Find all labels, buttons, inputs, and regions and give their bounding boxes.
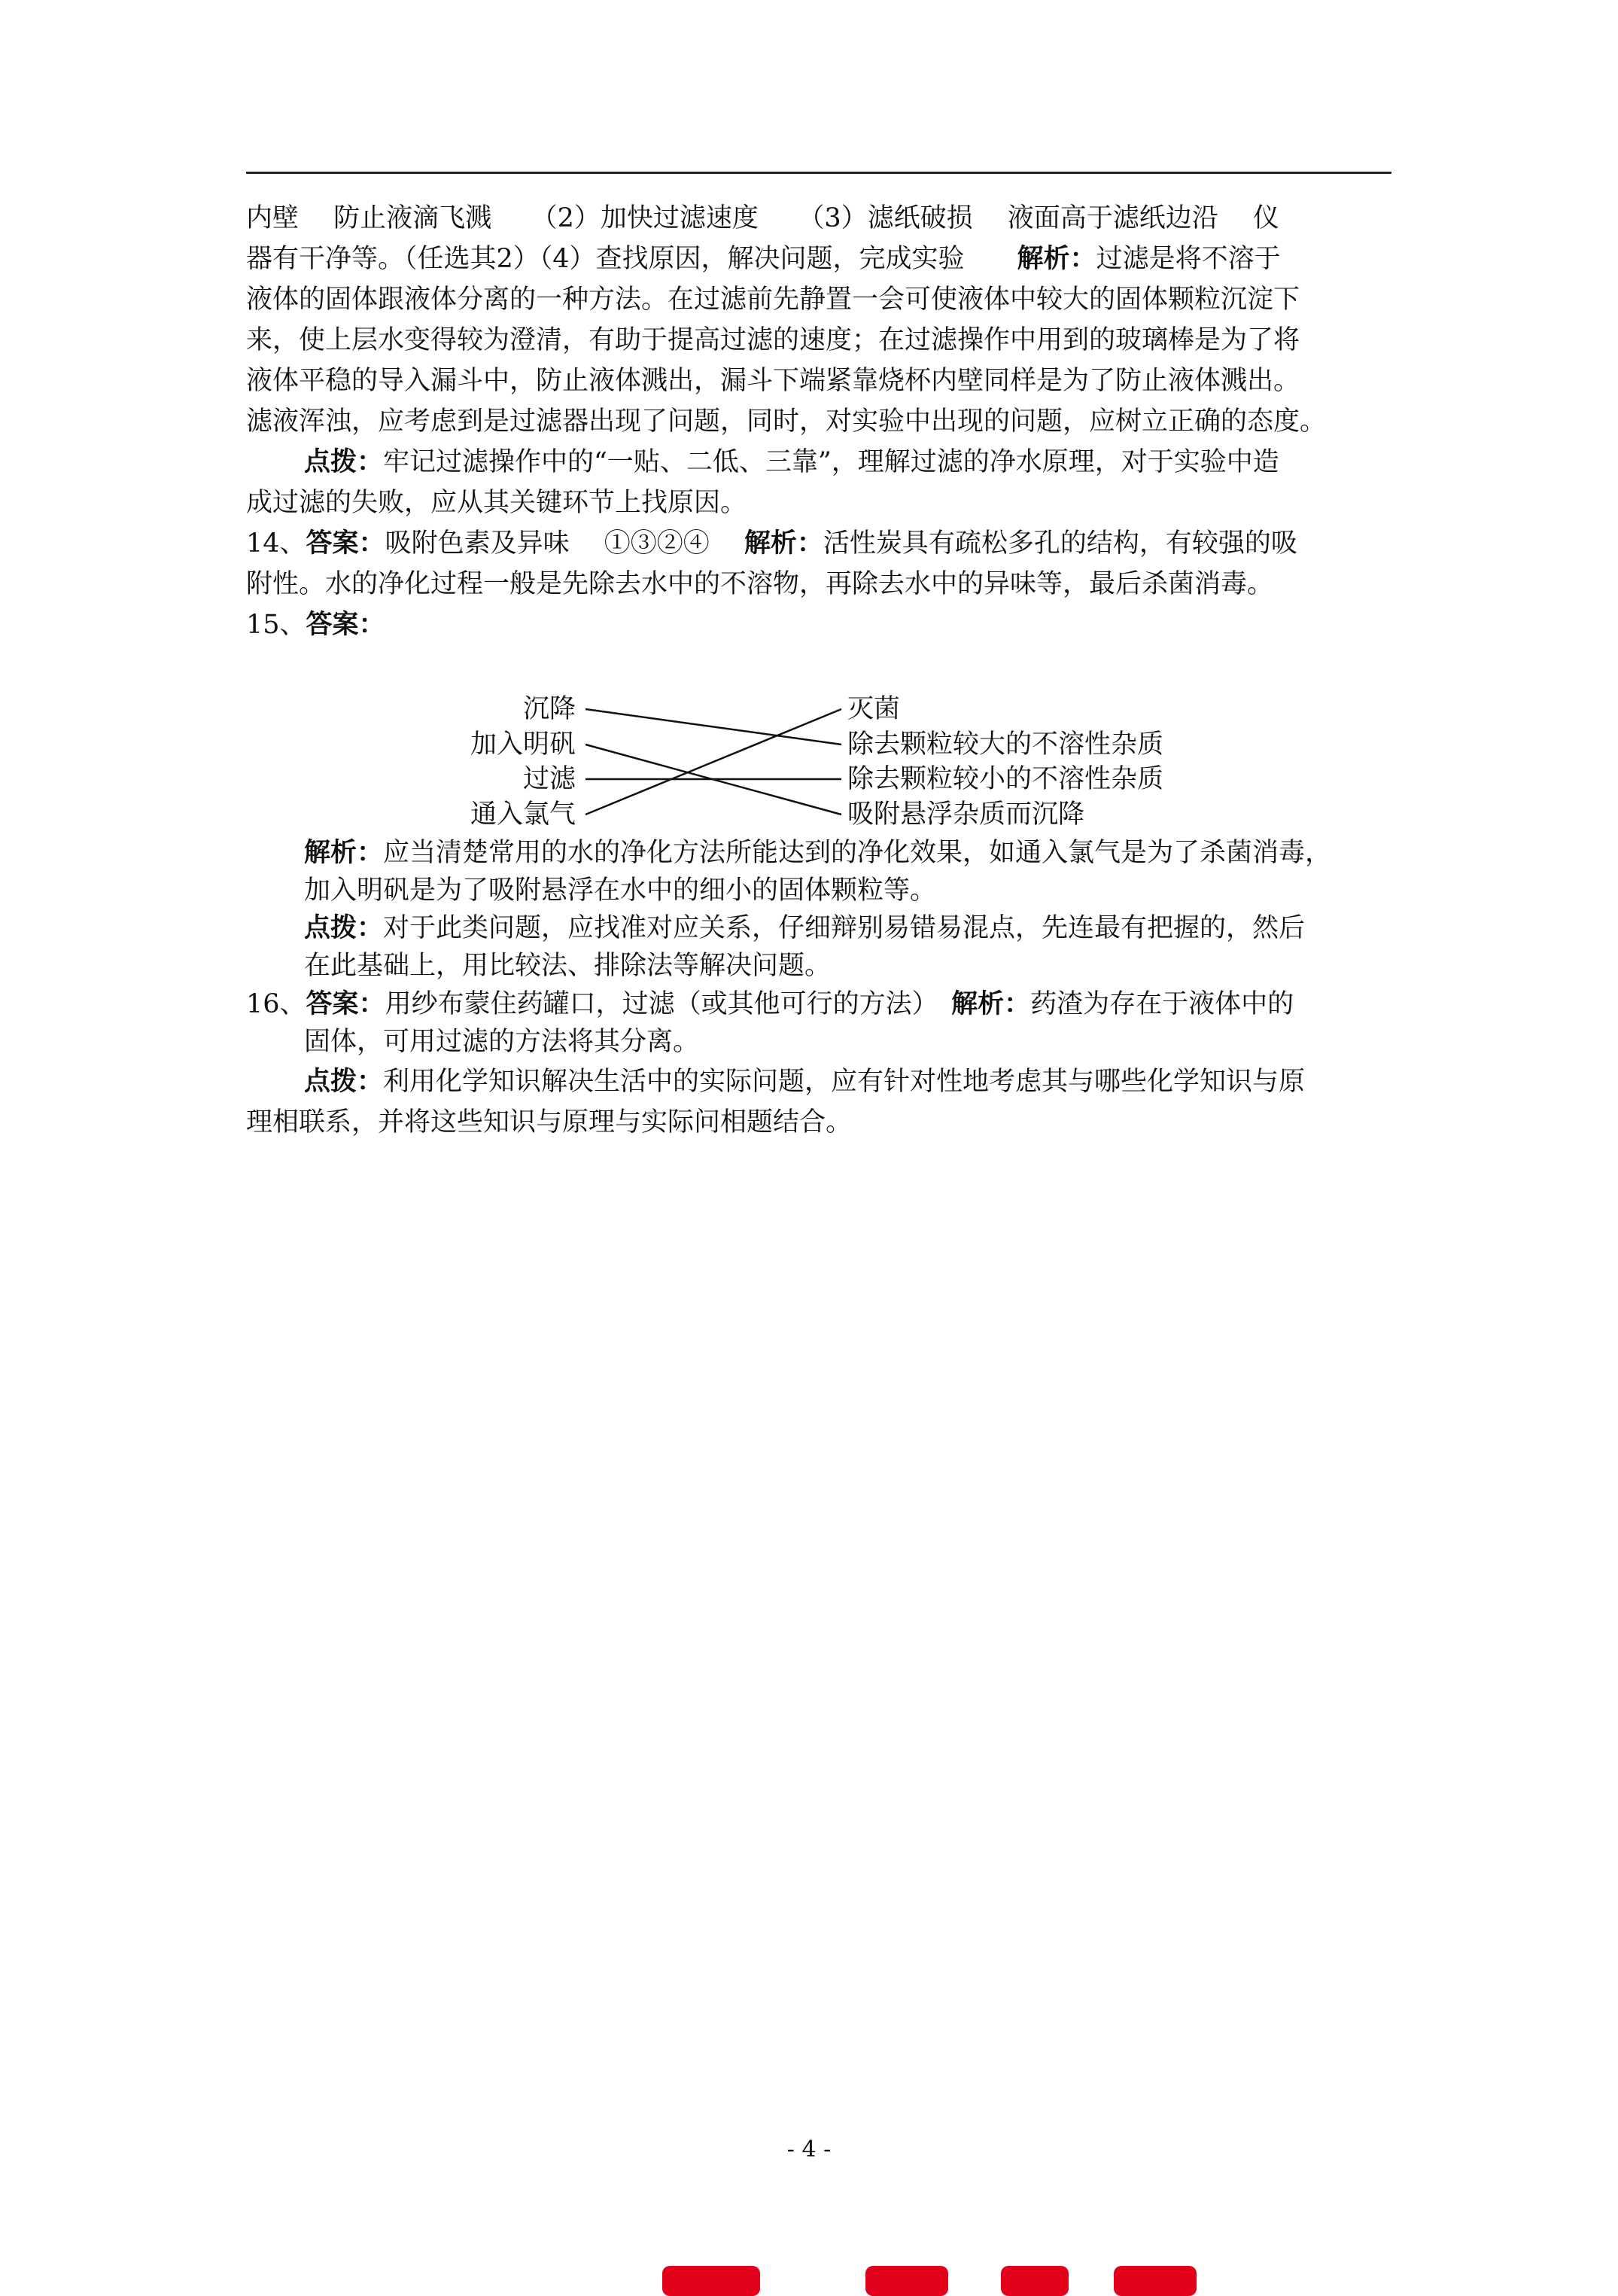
matching-right-item: 灭菌 bbox=[847, 694, 901, 724]
q15-tip-line-2: 在此基础上，用比较法、排除法等解决问题。 bbox=[304, 951, 832, 981]
analysis-label: 解析： bbox=[1017, 243, 1096, 274]
q16-line-2: 固体，可用过滤的方法将其分离。 bbox=[304, 1027, 700, 1057]
bottom-banner-fragment bbox=[662, 2266, 760, 2296]
answer-label: 答案： bbox=[306, 528, 385, 559]
text-line-4: 来，使上层水变得较为澄清，有助于提高过滤的速度；在过滤操作中用到的玻璃棒是为了将 bbox=[246, 325, 1300, 355]
text-line-7: 点拨：牢记过滤操作中的“一贴、二低、三靠”，理解过滤的净水原理，对于实验中造 bbox=[304, 446, 1279, 477]
tip-label: 点拨： bbox=[304, 446, 384, 477]
matching-diagram bbox=[421, 689, 1249, 839]
tip-label: 点拨： bbox=[304, 912, 384, 943]
q15-analysis-line-1: 解析：应当清楚常用的水的净化方法所能达到的净化效果，如通入氯气是为了杀菌消毒， bbox=[304, 837, 1332, 868]
matching-right-item: 吸附悬浮杂质而沉降 bbox=[847, 799, 1085, 830]
matching-left-item: 加入明矾 bbox=[470, 729, 576, 760]
match-line-1 bbox=[585, 709, 841, 745]
analysis-label: 解析： bbox=[744, 528, 823, 559]
matching-left-item: 通入氯气 bbox=[470, 799, 576, 830]
q15-analysis-line-2: 加入明矾是为了吸附悬浮在水中的细小的固体颗粒等。 bbox=[304, 875, 937, 906]
analysis-label: 解析： bbox=[304, 837, 384, 868]
text-line-6: 滤液浑浊，应考虑到是过滤器出现了问题，同时，对实验中出现的问题，应树立正确的态度。 bbox=[246, 407, 1327, 437]
q15-line-1: 15、答案： bbox=[246, 609, 385, 640]
q15-tip-line-1: 点拨：对于此类问题，应找准对应关系，仔细辩别易错易混点，先连最有把握的，然后 bbox=[304, 912, 1306, 943]
tip-label: 点拨： bbox=[304, 1066, 384, 1097]
q16-tip-line-2: 理相联系，并将这些知识与原理与实际问相题结合。 bbox=[246, 1107, 853, 1137]
q14-line-2: 附性。水的净化过程一般是先除去水中的不溶物，再除去水中的异味等，最后杀菌消毒。 bbox=[246, 569, 1274, 599]
bottom-banner-fragment bbox=[865, 2266, 948, 2296]
bottom-banner-fragment bbox=[1114, 2266, 1197, 2296]
text-line-8: 成过滤的失败，应从其关键环节上找原因。 bbox=[246, 488, 747, 518]
text-line-1: 内壁 防止液滴飞溅 （2）加快过滤速度 （3）滤纸破损 液面高于滤纸边沿 仪 bbox=[246, 203, 1279, 233]
answer-label: 答案： bbox=[306, 988, 385, 1019]
text-line-5: 液体平稳的导入漏斗中，防止液体溅出，漏斗下端紧靠烧杯内壁同样是为了防止液体溅出。 bbox=[246, 366, 1300, 396]
q16-tip-line-1: 点拨：利用化学知识解决生活中的实际问题，应有针对性地考虑其与哪些化学知识与原 bbox=[304, 1066, 1306, 1097]
bottom-banner-fragment bbox=[1001, 2266, 1069, 2296]
match-line-4 bbox=[585, 709, 841, 815]
matching-right-item: 除去颗粒较大的不溶性杂质 bbox=[847, 729, 1164, 760]
q16-line-1: 16、答案：用纱布蒙住药罐口，过滤（或其他可行的方法） 解析：药渣为存在于液体中的 bbox=[246, 988, 1294, 1019]
text-line-3: 液体的固体跟液体分离的一种方法。在过滤前先静置一会可使液体中较大的固体颗粒沉淀下 bbox=[246, 285, 1300, 315]
analysis-label: 解析： bbox=[951, 988, 1031, 1019]
matching-right-item: 除去颗粒较小的不溶性杂质 bbox=[847, 764, 1164, 794]
q14-line-1: 14、答案：吸附色素及异味 ①③②④ 解析：活性炭具有疏松多孔的结构，有较强的吸 bbox=[246, 528, 1297, 559]
matching-left-item: 沉降 bbox=[522, 694, 576, 724]
text-line-2: 器有干净等。（任选其2）（4）查找原因，解决问题，完成实验 解析：过滤是将不溶于 bbox=[246, 243, 1281, 274]
page-number: - 4 - bbox=[786, 2136, 832, 2163]
header-rule bbox=[246, 172, 1391, 174]
matching-left-item: 过滤 bbox=[522, 764, 576, 794]
answer-label: 答案： bbox=[306, 609, 385, 640]
